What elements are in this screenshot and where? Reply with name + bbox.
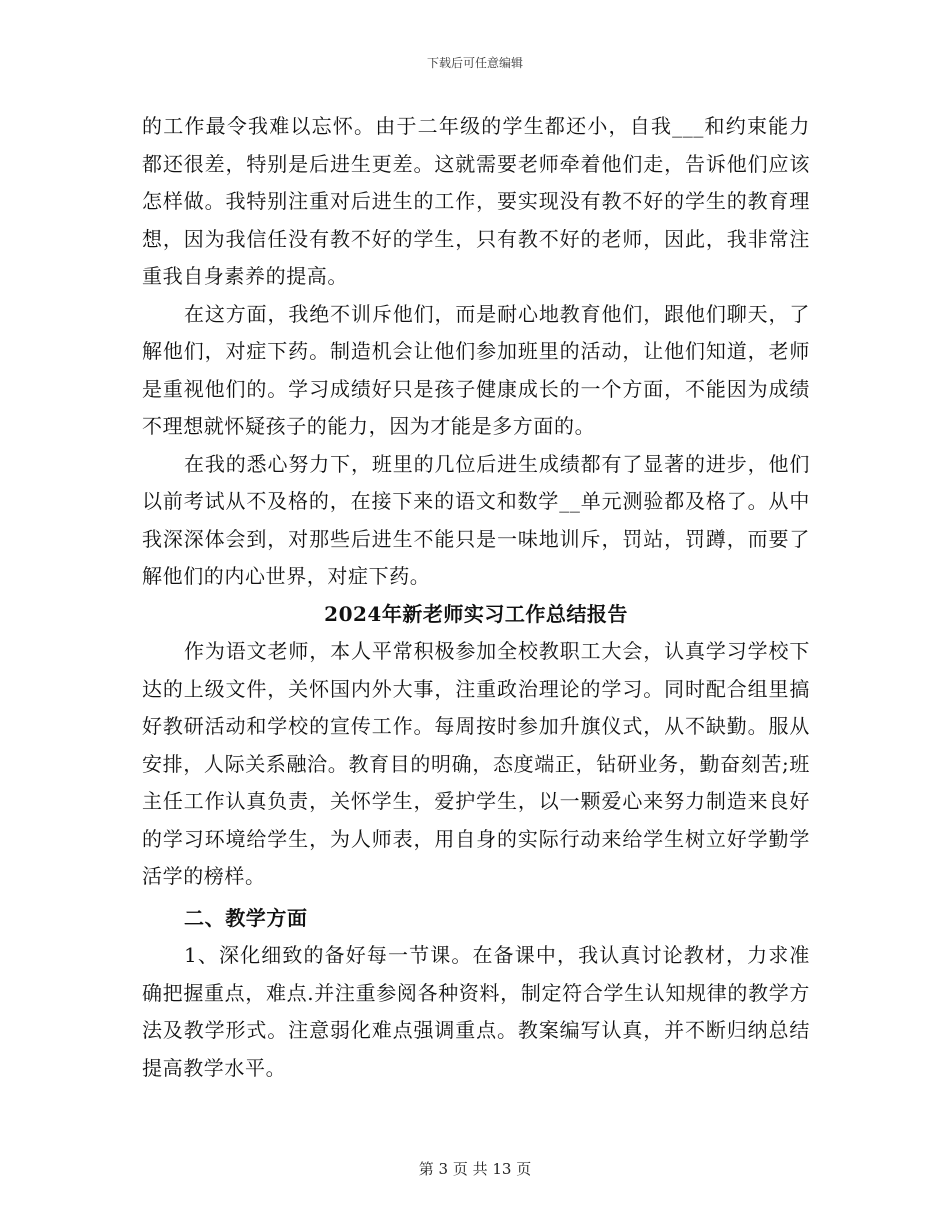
paragraph-3: 在我的悉心努力下，班里的几位后进生成绩都有了显著的进步，他们以前考试从不及格的，在接下来的语文和数学__单元测验都及格了。从中我深深体会到，对那些后进生不能只是一味地训斥，罚站，罚蹲，而要了解他们的内心世界，对症下药。: [142, 451, 810, 588]
page-header-note: 下载后可任意编辑: [426, 56, 523, 70]
paragraph-5: 1、深化细致的备好每一节课。在备课中，我认真讨论教材，力求准确把握重点，难点.并注重参阅各种资料，制定符合学生认知规律的教学方法及教学形式。注意弱化难点强调重点。教案编写认真，并不断归纳总结提高教学水平。: [142, 943, 810, 1080]
page-number-footer: 第 3 页 共 13 页: [418, 1160, 532, 1178]
paragraph-4: 作为语文老师，本人平常积极参加全校教职工大会，认真学习学校下达的上级文件，关怀国内外大事，注重政治理论的学习。同时配合组里搞好教研活动和学校的宣传工作。每周按时参加升旗仪式，从不缺勤。服从安排，人际关系融洽。教育目的明确，态度端正，钻研业务，勤奋刻苦;班主任工作认真负责，关怀学生，爱护学生，以一颗爱心来努力制造来良好的学习环境给学生，为人师表，用自身的实际行动来给学生树立好学勤学活学的榜样。: [142, 639, 810, 888]
section-title: 2024年新老师实习工作总结报告: [324, 601, 628, 626]
paragraph-1: 的工作最令我难以忘怀。由于二年级的学生都还小，自我___和约束能力都还很差，特别是后进生更差。这就需要老师牵着他们走，告诉他们应该怎样做。我特别注重对后进生的工作，要实现没有教不好的学生的教育理想，因为我信任没有教不好的学生，只有教不好的老师，因此，我非常注重我自身素养的提高。: [142, 114, 810, 288]
paragraph-2: 在这方面，我绝不训斥他们，而是耐心地教育他们，跟他们聊天，了解他们，对症下药。制造机会让他们参加班里的活动，让他们知道，老师是重视他们的。学习成绩好只是孩子健康成长的一个方面，不能因为成绩不理想就怀疑孩子的能力，因为才能是多方面的。: [142, 301, 810, 438]
document-body: [142, 108, 810, 1087]
subsection-heading: 二、教学方面: [184, 905, 308, 930]
